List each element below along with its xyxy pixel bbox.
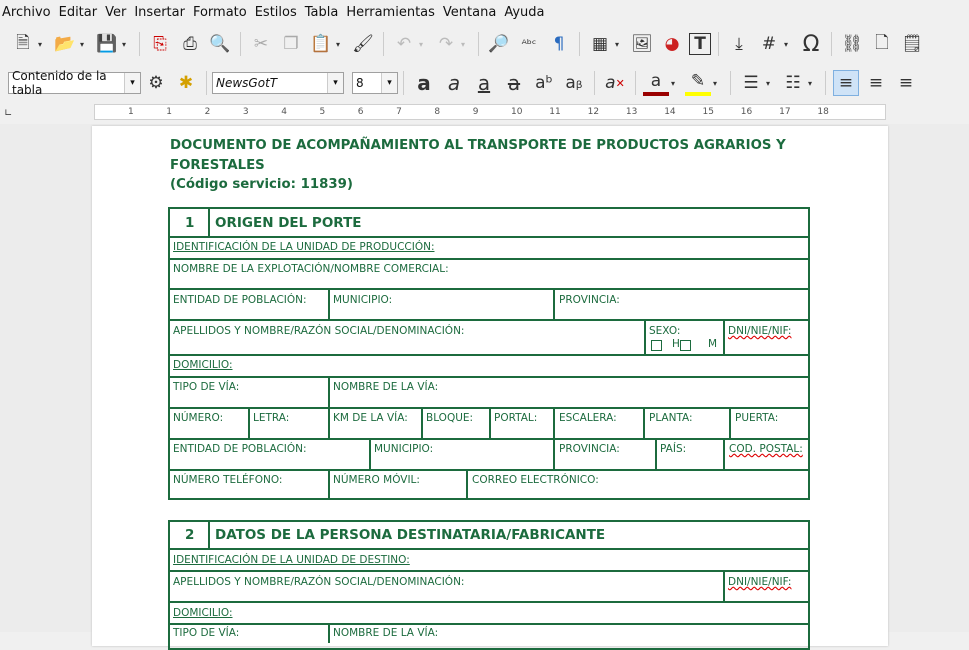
movil-label: NÚMERO MÓVIL: <box>333 474 420 486</box>
cell-divider <box>328 376 330 407</box>
menu-ventana[interactable]: Ventana <box>442 4 497 20</box>
bullet-list-icon[interactable]: ☰ <box>743 73 759 93</box>
planta-label: PLANTA: <box>649 412 693 424</box>
toolbar-separator <box>139 32 140 56</box>
row-divider <box>168 570 810 572</box>
toolbar-separator <box>730 71 731 95</box>
ruler-tick-label: 9 <box>472 107 479 117</box>
font-color-icon[interactable]: a <box>643 70 669 96</box>
cell-divider <box>369 438 371 469</box>
cell-divider <box>208 207 210 236</box>
chevron-down-icon[interactable]: ▾ <box>461 39 466 49</box>
puerta-label: PUERTA: <box>735 412 779 424</box>
apellidos2-label: APELLIDOS Y NOMBRE/RAZÓN SOCIAL/DENOMINACIÓN: <box>173 576 465 588</box>
escalera-label: ESCALERA: <box>559 412 617 424</box>
chevron-down-icon[interactable]: ▾ <box>38 39 43 49</box>
clone-formatting-icon[interactable]: 🖌 <box>352 34 374 54</box>
hyperlink-icon[interactable]: ⛓ <box>841 34 863 54</box>
cell-divider <box>723 438 725 469</box>
print-icon[interactable]: ⎙ <box>183 34 197 54</box>
highlight-color-icon[interactable]: ✎ <box>685 70 711 96</box>
menu-insertar[interactable]: Insertar <box>134 4 185 20</box>
menu-ayuda[interactable]: Ayuda <box>504 4 545 20</box>
row-divider <box>168 288 810 290</box>
cell-divider <box>723 570 725 601</box>
spelling-icon[interactable]: ᴬᵇᶜ <box>521 37 537 51</box>
formatting-toolbar <box>0 66 969 100</box>
toolbar-separator <box>206 71 207 95</box>
toolbar-separator <box>718 32 719 56</box>
cell-divider <box>421 407 423 438</box>
ruler-tick-label: 12 <box>587 107 600 117</box>
row-divider <box>168 438 810 440</box>
entidad-label: ENTIDAD DE POBLACIÓN: <box>173 294 307 306</box>
section-1-number: 1 <box>185 215 195 231</box>
undo-icon[interactable]: ↶ <box>396 34 412 54</box>
new-document-icon[interactable]: 🗎 <box>16 32 30 53</box>
tab-stop-icon[interactable]: ∟ <box>4 108 13 119</box>
chevron-down-icon[interactable]: ▾ <box>615 39 620 49</box>
chevron-down-icon[interactable]: ▾ <box>336 39 341 49</box>
cell-divider <box>553 438 555 469</box>
section-2-number: 2 <box>185 527 195 543</box>
cell-divider <box>643 407 645 438</box>
font-name-value: NewsGotT <box>216 76 278 90</box>
ruler-tick-label: 6 <box>357 107 364 117</box>
provincia2-label: PROVINCIA: <box>559 443 620 455</box>
cell-divider <box>328 469 330 500</box>
menu-editar[interactable]: Editar <box>58 4 98 20</box>
insert-page-break-icon[interactable]: ⤓ <box>735 34 743 54</box>
open-folder-icon[interactable]: 📂 <box>54 34 76 54</box>
clear-formatting-icon[interactable]: a ✕ <box>605 73 625 93</box>
sexo-m-checkbox[interactable] <box>680 340 691 351</box>
align-center-icon[interactable]: ≡ <box>868 73 884 93</box>
sexo-m-label: M <box>708 338 718 350</box>
ruler-tick-label: 3 <box>242 107 249 117</box>
title-line-3: (Código servicio: 11839) <box>170 177 353 192</box>
strikethrough-icon[interactable]: a <box>507 71 521 95</box>
italic-icon[interactable]: a <box>447 71 461 95</box>
font-name-combo[interactable] <box>212 72 344 94</box>
section-1-title: ORIGEN DEL PORTE <box>215 215 362 231</box>
row-divider <box>168 376 810 378</box>
row-divider <box>168 548 810 550</box>
chevron-down-icon[interactable]: ▾ <box>713 78 718 88</box>
ruler-tick-label: 8 <box>434 107 441 117</box>
pais-label: PAÍS: <box>660 443 687 455</box>
redo-icon[interactable]: ↷ <box>438 34 454 54</box>
ruler-tick-label: 13 <box>625 107 638 117</box>
chevron-down-icon[interactable]: ▾ <box>671 78 676 88</box>
cell-divider <box>466 469 468 500</box>
ruler-tick-label: 17 <box>779 107 791 117</box>
ruler-tick-label: 11 <box>549 107 561 117</box>
row-divider <box>168 469 810 471</box>
tipo-via-label: TIPO DE VÍA: <box>173 381 240 393</box>
row-divider <box>168 623 810 625</box>
new-style-icon[interactable]: ✱ <box>178 73 194 93</box>
paste-icon[interactable]: 📋 <box>310 34 332 54</box>
row-divider <box>168 236 810 238</box>
ruler-tick-label: 5 <box>319 107 326 117</box>
bold-icon[interactable]: a <box>417 71 431 95</box>
align-left-icon[interactable]: ≡ <box>833 70 859 96</box>
municipio2-label: MUNICIPIO: <box>374 443 434 455</box>
municipio-label: MUNICIPIO: <box>333 294 393 306</box>
sexo-h-checkbox[interactable] <box>651 340 662 351</box>
tipo-via2-label: TIPO DE VÍA: <box>173 627 240 639</box>
cod-postal-text: COD. POSTAL: <box>729 443 803 455</box>
find-replace-icon[interactable]: 🔎 <box>488 34 510 54</box>
numbered-list-icon[interactable]: ☷ <box>785 73 801 93</box>
row-divider <box>168 354 810 356</box>
insert-chart-icon[interactable]: ◕ <box>664 34 680 54</box>
cell-divider <box>328 623 330 643</box>
toolbar-separator <box>825 71 826 95</box>
menu-estilos[interactable]: Estilos <box>254 4 297 20</box>
insert-textbox-icon[interactable]: T <box>689 33 711 55</box>
print-preview-icon[interactable]: 🔍 <box>209 34 231 54</box>
cell-divider <box>729 407 731 438</box>
formatting-marks-icon[interactable]: ¶ <box>553 34 565 54</box>
toolbar-separator <box>240 32 241 56</box>
menu-archivo[interactable]: Archivo <box>2 4 51 20</box>
ident-unidad-label: IDENTIFICACIÓN DE LA UNIDAD DE PRODUCCIÓN: <box>173 241 435 253</box>
title-line-2: FORESTALES <box>170 157 265 173</box>
portal-label: PORTAL: <box>494 412 538 424</box>
nombre-explotacion-label: NOMBRE DE LA EXPLOTACIÓN/NOMBRE COMERCIAL: <box>173 263 449 275</box>
toolbar-separator <box>478 32 479 56</box>
chevron-down-icon[interactable]: ▾ <box>122 39 127 49</box>
letra-label: LETRA: <box>253 412 290 424</box>
underline-icon[interactable]: a <box>477 71 491 95</box>
cell-divider <box>208 520 210 549</box>
ruler-tick-label: 7 <box>396 107 402 117</box>
numero-label: NÚMERO: <box>173 412 224 424</box>
font-size-combo[interactable] <box>352 72 398 94</box>
chevron-down-icon[interactable]: ▾ <box>327 73 343 93</box>
ruler-track[interactable] <box>94 104 886 120</box>
insert-table-icon[interactable]: ▦ <box>591 34 609 54</box>
footnote-icon[interactable]: 🗋 <box>875 32 889 53</box>
title-line-1: DOCUMENTO DE ACOMPAÑAMIENTO AL TRANSPORTE DE PRODUCTOS AGRARIOS Y <box>170 138 786 153</box>
ruler-tick-label: 18 <box>817 107 829 117</box>
section-2-title: DATOS DE LA PERSONA DESTINATARIA/FABRICANTE <box>215 527 606 543</box>
cod-postal-label <box>729 443 803 455</box>
ruler-tick-label: 2 <box>204 107 211 117</box>
provincia-label: PROVINCIA: <box>559 294 620 306</box>
toolbar-separator <box>594 71 595 95</box>
dni2-label: DNI/NIE/NIF: <box>728 576 792 588</box>
menu-bar <box>0 0 969 24</box>
domicilio2-label: DOMICILIO: <box>173 607 233 619</box>
document-title <box>170 136 810 195</box>
cut-icon[interactable]: ✂ <box>253 34 269 54</box>
insert-image-icon[interactable]: 🖼 <box>631 34 653 54</box>
chevron-down-icon[interactable]: ▾ <box>80 39 85 49</box>
insert-field-icon[interactable]: # <box>761 34 777 54</box>
chevron-down-icon[interactable]: ▾ <box>419 39 424 49</box>
menu-formato[interactable]: Formato <box>192 4 247 20</box>
chevron-down-icon[interactable]: ▾ <box>124 73 140 93</box>
cell-divider <box>489 407 491 438</box>
menu-herramientas[interactable]: Herramientas <box>346 4 435 20</box>
paragraph-style-combo[interactable] <box>8 69 141 97</box>
bloque-label: BLOQUE: <box>426 412 474 424</box>
chevron-down-icon[interactable]: ▾ <box>381 73 397 93</box>
row-divider <box>168 319 810 321</box>
apellidos-label: APELLIDOS Y NOMBRE/RAZÓN SOCIAL/DENOMINACIÓN: <box>173 325 465 337</box>
toolbar-separator <box>383 32 384 56</box>
comment-icon[interactable]: 🗒 <box>901 34 923 54</box>
menu-tabla[interactable]: Tabla <box>304 4 339 20</box>
sexo-label: SEXO: <box>649 325 681 337</box>
cell-divider <box>644 319 646 354</box>
cell-divider <box>553 288 555 319</box>
ruler-tick-label: 4 <box>281 107 287 117</box>
menu-ver[interactable]: Ver <box>105 4 127 20</box>
row-divider <box>168 258 810 260</box>
ruler-tick-label: 16 <box>740 107 753 117</box>
ruler-tick-label: 14 <box>664 107 676 117</box>
ident-destino-label: IDENTIFICACIÓN DE LA UNIDAD DE DESTINO: <box>173 554 410 566</box>
paragraph-style-value: Contenido de la tabla <box>12 69 107 97</box>
telefono-label: NÚMERO TELÉFONO: <box>173 474 283 486</box>
km-label: KM DE LA VÍA: <box>333 412 408 424</box>
save-icon[interactable]: 💾 <box>96 34 118 54</box>
chevron-down-icon[interactable]: ▾ <box>808 78 813 88</box>
standard-toolbar <box>0 26 969 62</box>
toolbar-separator <box>635 71 636 95</box>
nombre-via2-label: NOMBRE DE LA VÍA: <box>333 627 439 639</box>
ruler-tick-label: 15 <box>702 107 714 117</box>
chevron-down-icon[interactable]: ▾ <box>784 39 789 49</box>
export-pdf-icon[interactable]: ⎘ <box>153 34 167 54</box>
font-size-value: 8 <box>356 76 364 90</box>
superscript-icon[interactable]: aᵇ <box>535 73 553 93</box>
dni-label: DNI/NIE/NIF: <box>728 325 792 337</box>
cell-divider <box>723 319 725 354</box>
cell-divider <box>553 407 555 438</box>
update-style-icon[interactable]: ⚙ <box>148 73 164 93</box>
subscript-icon[interactable]: aᵦ <box>565 73 583 93</box>
toolbar-separator <box>403 71 404 95</box>
nombre-via-label: NOMBRE DE LA VÍA: <box>333 381 439 393</box>
toolbar-separator <box>579 32 580 56</box>
cell-divider <box>655 438 657 469</box>
sexo-h-label: H <box>672 338 680 350</box>
copy-icon[interactable]: ❐ <box>283 34 299 54</box>
correo-label: CORREO ELECTRÓNICO: <box>472 474 599 486</box>
cell-divider <box>248 407 250 438</box>
ruler-tick-label: 1 <box>128 107 134 117</box>
cell-divider <box>328 407 330 438</box>
ruler-tick-label: 1 <box>166 107 173 117</box>
align-right-icon[interactable]: ≡ <box>898 73 914 93</box>
entidad2-label: ENTIDAD DE POBLACIÓN: <box>173 443 307 455</box>
domicilio-label: DOMICILIO: <box>173 359 233 371</box>
ruler-tick-label: 10 <box>511 107 523 117</box>
special-character-icon[interactable]: Ω <box>802 31 820 57</box>
cell-divider <box>328 288 330 319</box>
toolbar-separator <box>831 32 832 56</box>
row-divider <box>168 601 810 603</box>
chevron-down-icon[interactable]: ▾ <box>766 78 771 88</box>
